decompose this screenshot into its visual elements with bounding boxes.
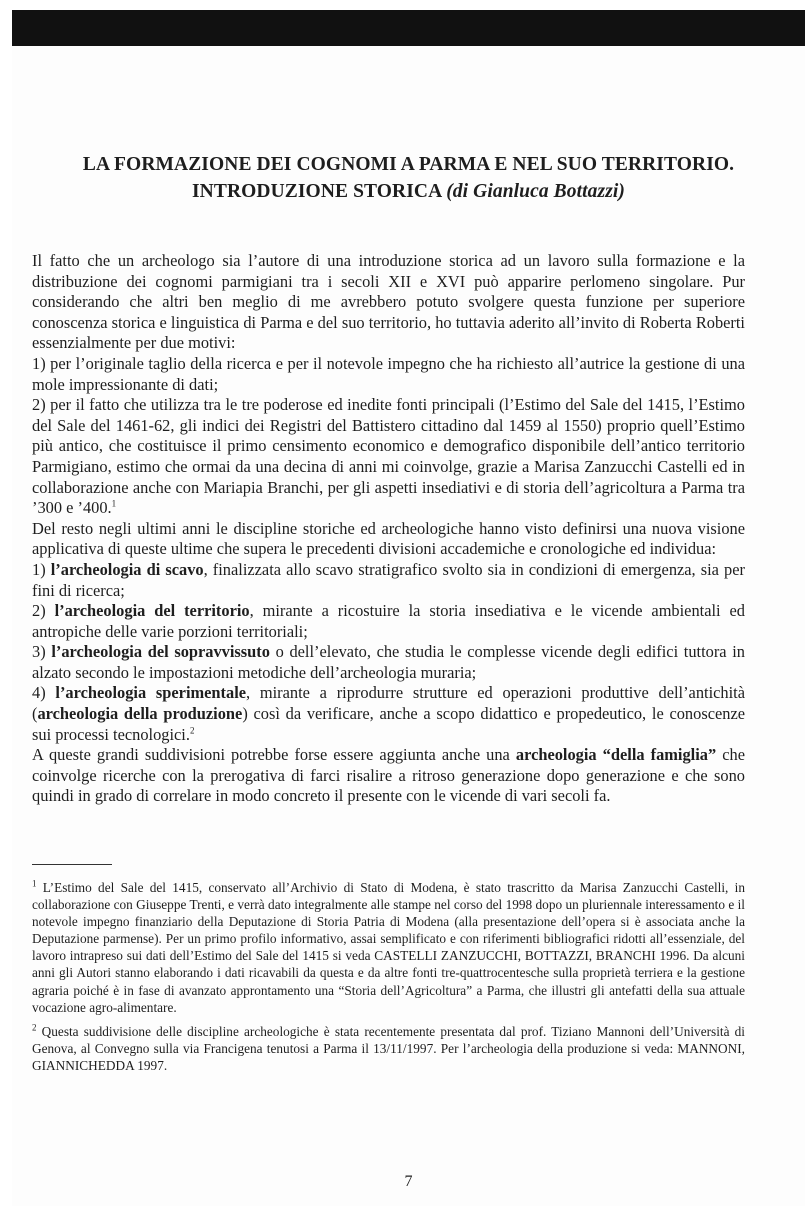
term-produzione: archeologia della produzione xyxy=(37,704,243,724)
footnote-2-text: Questa suddivisione delle discipline archeologiche è stata recentemente presentata dal prof. Tiziano Mannoni dell’Università di Genova, al Convegno sulla via Francigena tenutosi a Parma il 13/11/1997. Per l’archeologia della produzione si veda: MANNONI, GIANNICHEDDA 1997. xyxy=(32,1023,745,1073)
title-line-2-main: INTRODUZIONE STORICA xyxy=(191,181,447,202)
paragraph-disciplines: Del resto negli ultimi anni le discipline storiche ed archeologiche hanno visto definirsi una nuova visione applicativa di queste ultime che supera le precedenti divisioni accademiche e cronologiche ed individua: xyxy=(32,518,745,559)
title-author: (di Gianluca Bottazzi) xyxy=(446,181,626,202)
footnote-2 xyxy=(32,1023,745,1074)
list-number: 3) xyxy=(32,642,52,662)
term-sperimentale: l’archeologia sperimentale xyxy=(55,683,247,703)
footnote-1-marker: 1 xyxy=(32,878,37,889)
footnote-1 xyxy=(32,879,745,1016)
list-text: ) così da verificare, anche a scopo didattico e propedeutico, le conoscenze sui processi tecnologici. xyxy=(32,704,745,744)
footnote-ref-1: 1 xyxy=(111,498,117,509)
footnote-1-text: L’Estimo del Sale del 1415, conservato all’Archivio di Stato di Modena, è stato trascritto da Marisa Zanzucchi Castelli, in collaborazione con Giuseppe Trenti, e verrà dato integralmente alle stampe nel corso del 1998 dopo un pluriennale interessamento e il notevole impegno finanziario della Deputazione di Storia Patria di Modena (alla presentazione dell’opera si è associata anche la Deputazione parmense). Per un primo profilo informativo, assai semplificato e con riferimenti bibliografici ridotti all’essenziale, del lavoro intrapreso sui dati dell’Estimo del Sale del 1415 si veda CASTELLI ZANZUCCHI, BOTTAZZI, BRANCHI 1996. Da alcuni anni gli Autori stanno elaborando i dati ricavabili da questa e da altre fonti tre-quattrocentesche sulla proprietà terriera e la gestione agraria poiché è in fase di avanzato approntamento una “Storia dell’Agricoltura” a Parma, che illustri gli antefatti della sua attuale vocazione agro-alimentare. xyxy=(32,880,745,1015)
scan-dark-band xyxy=(12,10,805,46)
paragraph-reason-2-text: 2) per il fatto che utilizza tra le tre poderose ed inedite fonti principali (l’Estimo del Sale del 1415, l’Estimo del Sale del 1461-62, gli indici dei Registri del Battistero cittadino dal 1459 al 1550) proprio quell’Estimo più antico, che costituisce il primo censimento economico e demografico disponibile dell’antico territorio Parmigiano, estimo che ormai da una decina di anni mi coinvolge, grazie a Marisa Zanzucchi Castelli ed in collaborazione anche con Mariapia Branchi, per gli aspetti insediativi e di storia dell’agricoltura a Parma tra ’300 e ’400. xyxy=(32,395,745,518)
list-text: , mirante a riprodurre strutture ed operazioni produttive dell’antichità ( xyxy=(32,683,745,724)
list-text: , finalizzata allo scavo stratigrafico svolto sia in condizioni di emergenza, sia per fini di ricerca; xyxy=(32,559,745,600)
footnotes xyxy=(32,879,745,1081)
footnote-2-marker: 2 xyxy=(32,1022,37,1033)
term-scavo: l’archeologia di scavo xyxy=(50,559,204,579)
title-line-1: LA FORMAZIONE DEI COGNOMI A PARMA E NEL SUO TERRITORIO. xyxy=(82,154,735,175)
term-famiglia: archeologia “della famiglia” xyxy=(515,745,717,765)
paragraph-reason-1: 1) per l’originale taglio della ricerca e per il notevole impegno che ha richiesto all’autrice la gestione di una mole impressionante di dati; xyxy=(32,353,745,394)
list-text: , mirante a ricostuire la storia insediativa e le vicende ambientali ed antropiche delle varie porzioni territoriali; xyxy=(32,601,745,641)
list-number: 1) xyxy=(32,559,51,579)
term-territorio: l’archeologia del territorio xyxy=(54,601,250,621)
list-item-sperimentale xyxy=(32,683,745,745)
paragraph-famiglia-start: A queste grandi suddivisioni potrebbe forse essere aggiunta anche una xyxy=(32,745,516,765)
term-sopravvissuto: l’archeologia del sopravvissuto xyxy=(51,642,270,662)
page-number: 7 xyxy=(404,1173,413,1190)
body-text xyxy=(32,251,745,807)
paragraph-reason-2 xyxy=(32,395,745,519)
list-number: 2) xyxy=(32,601,55,621)
page-title xyxy=(12,151,805,205)
document-page xyxy=(12,46,805,1206)
list-text: o dell’elevato, che studia le complesse vicende degli edifici tuttora in alzato secondo le impostazioni metodiche dell’archeologia muraria; xyxy=(32,642,745,682)
paragraph-intro: Il fatto che un archeologo sia l’autore di una introduzione storica ad un lavoro sulla formazione e la distribuzione dei cognomi parmigiani tra i secoli XII e XVI può apparire perlomeno singolare. Pur considerando che altri ben meglio di me avrebbero potuto svolgere questa funzione per superiore conoscenza storica e linguistica di Parma e del suo territorio, ho tuttavia aderito all’invito di Roberta Roberti essenzialmente per due motivi: xyxy=(32,251,745,353)
paragraph-famiglia xyxy=(32,745,745,807)
title-line-2 xyxy=(12,178,805,205)
list-number: 4) xyxy=(32,683,56,703)
footnote-ref-2: 2 xyxy=(189,725,195,736)
list-item-sopravvissuto xyxy=(32,642,745,683)
footnote-divider xyxy=(32,864,112,865)
paragraph-famiglia-rest: che coinvolge ricerche con la prerogativa di farci risalire a ritroso generazione dopo generazione e che sono quindi in grado di correlare in modo concreto il presente con le vicende di vari secoli fa. xyxy=(32,745,745,806)
list-item-scavo xyxy=(32,560,745,601)
list-item-territorio xyxy=(32,601,745,642)
